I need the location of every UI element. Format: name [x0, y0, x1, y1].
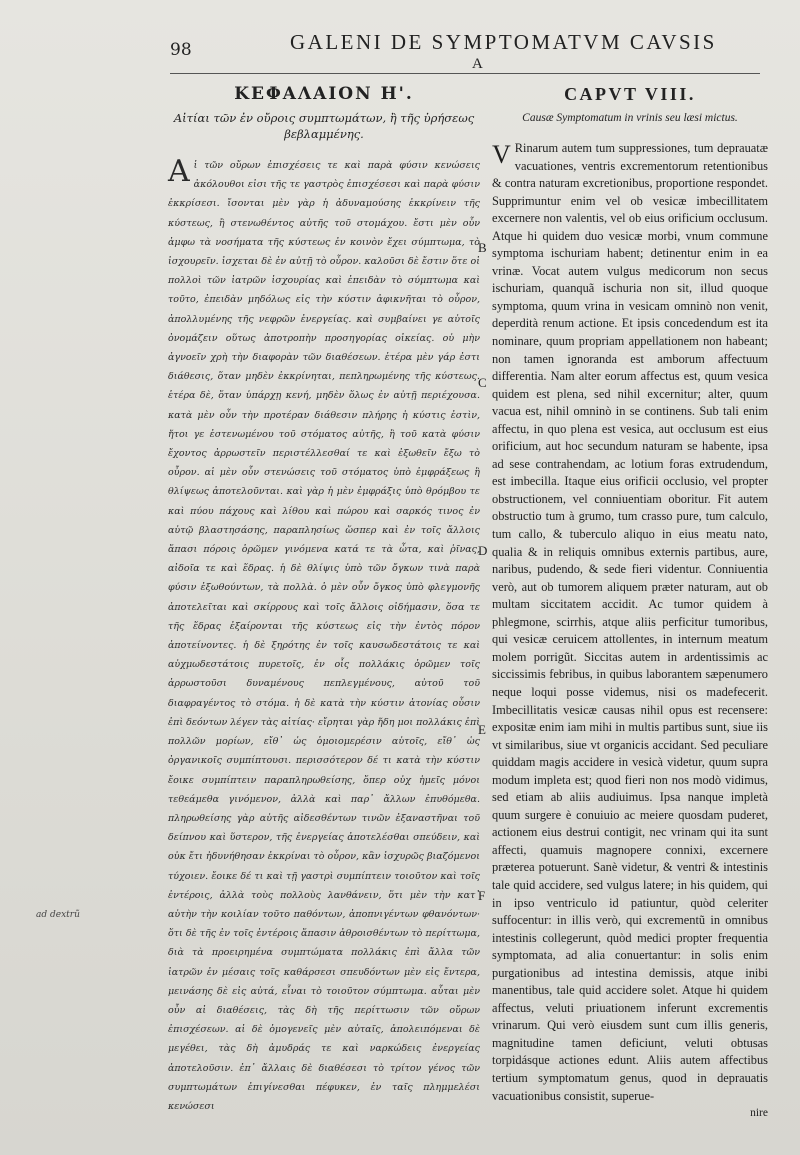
margin-letter-f: F [478, 888, 486, 903]
running-title: GALENI DE SYMPTOMATVM CAVSIS [290, 30, 717, 54]
latin-body-text: Rinarum autem tum suppressiones, tum deprauatæ vacuationes, ventris excrementorum retentionibus & contra naturam excretionibus, proportione respondet. Supprimuntur enim vel ob vesicæ imbecillitatem excernere non valentis, vel ob eius orificium occlusum. Atque hi quidem duo vesicæ morbi, vnum commune symptoma ischuriam habent; detinentur enim in ea vrinæ. Vocat autem vulgus medicorum non secus ischuriam, quanquã ischuria non sit, illud quoque symptoma, quum vrina in vesicam omninò non venit, deperdità renum actione. Et ipsis concedendum est ita nominare, quum propriam appellationem non habeant; non tamen ignoranda est amborum affectuum differentia. Nam alter eorum affectus est, quum vesica quidem est plena, sed nihil excernitur; alter, quum vacua est, nihil omninò in se continens. Sub tali enim affectu, in quo plena est vesica, aut occlusum est eius orificium, aut hoc secundum naturam se habente, ipsa ad sese contrahendam, ac lotium foras extrudendum, est imbecilla. Itaque eius orificii occlusio, vel propter obstructionem, vel conniuentiam oboritur. Fit autem obstructio tum à grumo, tum crasso pure, tum calculo, tum callo, & tuberculo aliquo in eius meatu nato, qualia & in reliquis omnibus externis partibus, aure, naribus, pudendo, & sede fieri videntur. Conniuentia verò, aut ob tumorem aliquem præter naturam, aut ob multam siccitatem accidit. Ac tumor quidem à phlegmone, scirrhis, atque aliis perficitur tumoribus, qui vesicæ ceruicem attollentes, in internum meatum molem porrigũt. Siccitas autem in ardentissimis ac siccissimis febribus, in quibus laborantem sæpenumero neque loqui posse videmus, nisi os madefecerit. Imbecillitatis vesicæ causas nihil opus est recensere: expositæ enim iam mihi in multis partibus sunt, siue iis vt similaribus, siue vt organicis accidant. Sed peculiare quiddam magis accidere in vesicà videtur, quum supra modum impleta est; quod fieri non nos modò vidimus, sed etiam ab aliis audiuimus. Ipsa nanque impletà quum surgere è conuiuio ac meiere quosdam puderet, actionem eius destrui contigit, nec vrinam qui ita sunt affecti, quamuis magnopere connixi, excernere præterea potuerunt. Sanè videtur, & ventri & intestinis tale quid accidere, sed vulgus latere; in his quidem, qui in ipso ventriculo id patiuntur, quòd celeriter suffocentur: in illis verò, qui excrementũ in omnibus intestinis collegerunt, quòd medici propter frequentia symptomata, ad alia conuertantur: in solis enim purgationibus ad intestina demissis, atque inibi manentibus, tale quid accidere solet. Atque hi quidem affectus, veluti priuationem inferunt excrementis vrinarum. Qui verò eiusdem sunt cum illis generis, magnitudine tamen deficiunt, veluti obtusas torpidásque actiones edunt. Aliis autem affectibus tertium symptomatum genus, quod in deprauatis vacuationibus consistit, superue- [492, 141, 768, 1103]
latin-chapter-title: CAPVT VIII. [564, 84, 696, 104]
header-rule [170, 73, 760, 74]
greek-body [168, 156, 480, 1116]
margin-letter-b: B [478, 240, 487, 255]
marginal-note: ad dextrũ [36, 910, 80, 920]
greek-chapter-title: ΚΕΦΑΛΑΙΟΝ Η'. [234, 84, 414, 104]
page-number: 98 [170, 40, 192, 60]
catchword: nire [750, 1107, 768, 1120]
greek-column [168, 82, 480, 1116]
latin-chapter-subtitle: Causæ Symptomatum in vrinis seu læsi mictus. [522, 112, 738, 124]
margin-letter-e: E [478, 722, 486, 737]
greek-body-text: ἱ τῶν οὔρων ἐπισχέσεις τε καὶ παρὰ φύσιν κενώσεις ἀκόλουθοι εἰσι τῆς τε γαστρὸς ἐπισχέσεσι καὶ παρὰ φύσιν ἐκκρίσεσι. ἴσονται μὲν γὰρ ἡ ἀδυναμούσης ἐκκρίνειν τῆς κύστεως, ἢ στενωθέντος αὐτῆς τοῦ στομάχου. ἔστι μὲν οὖν ἀμφω τὰ νοσήματα τῆς κύστεως ἐν κοινὸν ἔχει σύμπτωμα, τὸ ἰσχουρεῖν. ἰσχεται δὲ ἐν αὐτῇ τὸ οὖρον. καλοῦσι δὲ ἔστιν ὅτε οἱ πολλοὶ τῶν ἰατρῶν ἰσχουρίας καὶ ἐπειδὰν τὸ σύμπτωμα καὶ τοῦτο, ἐπειδὰν μηδόλως εἰς τὴν κύστιν ἀφικνῆται τὸ οὖρον, ἀπολλυμένης τῆς νεφρῶν ἐνεργείας. καὶ συμβαίνει γε αὐτοῖς ὀνομάζειν οὕτως ἀποτροπὴν προσηγορίας οἰκείας. οὐ μὴν ἀγνοεῖν χρὴ τὴν διαφορὰν τῶν διαθέσεων. ἑτέρα μὲν γάρ ἐστι διάθεσις, ὅταν μηδὲν ἐκκρίνηται, πεπληρωμένης τῆς κύστεως. ἑτέρα δὲ, ὅταν ὑπάρχῃ κενή, μηδὲν ὅλως ἐν αὐτῇ περιέχουσα. κατὰ μὲν οὖν τὴν προτέραν διάθεσιν πλήρης ἡ κύστις ἐστὶν, ἤτοι γε ἐστενωμένου τοῦ στόματος αὐτῆς, ἢ τοῦ κατὰ φύσιν ἔχοντος ἀρρωστεῖν περιστέλλεσθαί τε καὶ ἐξωθεῖν ἔξω τὸ οὖρον. αἱ μὲν οὖν στενώσεις τοῦ στόματος ὑπὸ ἐμφράξεως ἢ θλίψεως ἀποτελοῦνται. καὶ γὰρ ἡ μὲν ἐμφράξις ὑπὸ θρόμβου τε καὶ πύου πάχους καὶ λίθου καὶ πώρου καὶ σαρκός τινος ἐν αὐτῷ βλαστησάσης, παραπλησίως ὥσπερ καὶ ἐν τοῖς ἄλλοις ἅπασι πόροις ὁρῶμεν γινόμενα κατά τε τὰ ὦτα, καὶ ῥῖνας, αἰδοῖα τε καὶ ἕδρας. ἡ δὲ θλίψις ὑπὸ τῶν ὄγκων τινὰ παρὰ φύσιν ἐξωθούντων, τὰ πολλὰ. ὁ μὲν οὖν ὄγκος ὑπὸ φλεγμονῆς ἀποτελεῖται καὶ σκίρρους καὶ τοῖς ἄλλοις οἰδήμασιν, ὅσα τε τῆς ἕδρας ἐξαίρονται τῆς κύστεως εἰς τὴν ἐντὸς πόρον ἀποτείνοντες. ἡ δὲ ξηρότης ἐν τοῖς καυσωδεστάτοις τε καὶ αὐχμωδεστάτοις πυρετοῖς, ἐν οἷς πολλάκις ὁρῶμεν τοῖς ἀρρωστοῦσι δυναμένους πεπλεγμένους, αὐτοῦ τοῦ διαφραγέντος τὸ στόμα. ἡ δὲ κατὰ τὴν κύστιν ἀτονίας οὖσιν ἐπὶ δεόντων λέγεν τὰς αἰτίας· εἴρηται γὰρ ἤδη μοι πολλάκις ἐπὶ πολλῶν μορίων, εἴθ᾽ ὡς ὁμοιομερέσιν αὐτοῖς, εἴθ᾽ ὡς ὀργανικοῖς συμπίπτουσι. περισσότερον δέ τι κατὰ τὴν κύστιν ἔοικε συμπίπτειν παραπληρωθείσης, ὅπερ οὐχ ἡμεῖς μόνοι τεθεάμεθα γινόμενον, ἀλλὰ καὶ παρ᾽ ἄλλων ἐπυθόμεθα. πληρωθείσης γὰρ αὐτῆς αἰδεσθέντων τινῶν ἐξαναστῆναι τοῦ δείπνου καὶ ὕστερον, τῆς ἐνεργείας ἀποτελέσθαι σπεύδειν, καὶ οὐκ ἔτι ἠδυνήθησαν ἐκκρίναι τὸ οὖρον, κἂν ἰσχυρῶς βιαζόμενοι τύχοιεν. ἔοικε δέ τι καὶ τῇ γαστρὶ συμπίπτειν τοιοῦτον καὶ τοῖς ἐντέροις, ἀλλὰ τοὺς πολλοὺς λανθάνειν, ὅτι μὲν τὴν κατ᾽ αὐτὴν τὴν κοιλίαν τοῦτο παθόντων, ἀποπνιγέντων φθανόντων· ὅτι δὲ τῆς ἐν τοῖς ἐντέροις ἅπασιν ἀθροισθέντων τὸ περίττωμα, διὰ τὰ προειρημένα συμπτώματα πολλάκις ἐπὶ ἄλλα τῶν ἰατρῶν ἐν μέσαις τοῖς καθάρσεσι σπευδόντων μὲν εἰς ἔντερα, μεινάσης δὲ εἰς αὐτά, εἶναι τὸ τοιοῦτον σύμπτωμα. αὗται μὲν οὖν αἱ διαθέσεις, τὰς δὴ τῆς περίττωσιν τῶν οὔρων ἐπισχέσεων. αἱ δὲ ὁμογενεῖς μὲν αὐταῖς, ἀπολειπόμεναι δὲ μεγέθει, τὰς δὴ ἀμυδράς τε καὶ ναρκώδεις ἐνεργείας ἀποτελοῦσιν. ἐπ᾽ ἄλλαις δὲ διαθέσεσι τὸ τρίτον γένος τῶν συμπτωμάτων ἐπιγίνεσθαι πέφυκεν, ἐν ταῖς πλημμελέσι κενώσεσι [168, 160, 480, 1112]
signature-mark: A [472, 56, 483, 72]
greek-dropcap: Α [168, 154, 190, 189]
latin-column [492, 82, 768, 1119]
latin-body [492, 140, 768, 1105]
greek-chapter-subtitle: Αἰτίαι τῶν ἐν οὔροις συμπτωμάτων, ἢ τῆς ὑρήσεως βεβλαμμένης. [173, 111, 475, 141]
margin-letter-d: D [478, 543, 488, 558]
latin-dropcap: V [492, 140, 511, 169]
margin-letter-c: C [478, 375, 487, 390]
